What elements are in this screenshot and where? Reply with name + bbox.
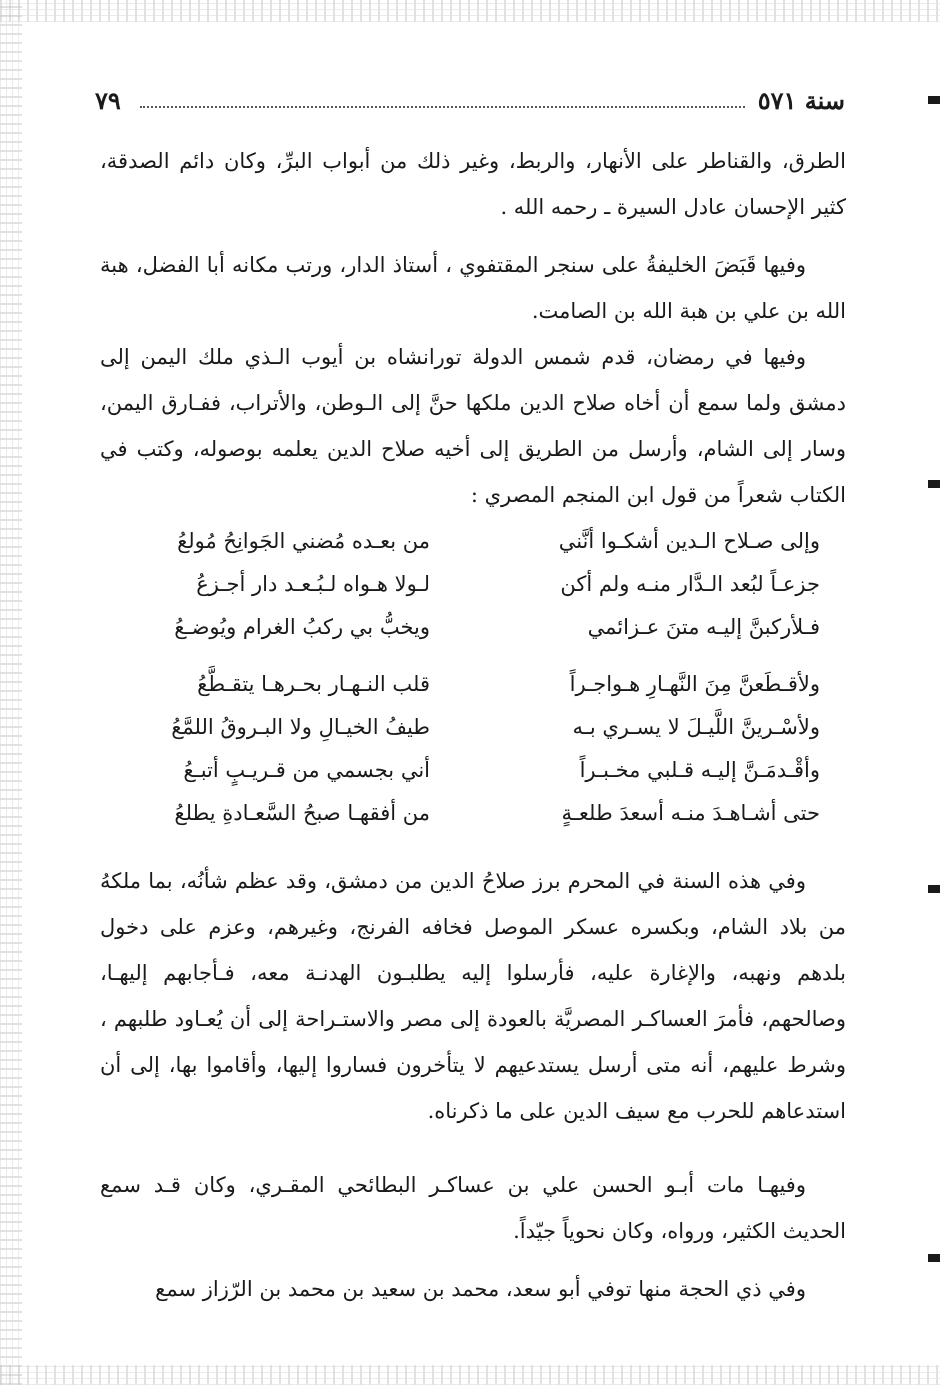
paragraph: وفيها في رمضان، قدم شمس الدولة تورانشاه بن أيوب الـذي ملك اليمن إلى دمشق ولما سمع أن أخاه صلاح الدين ملكها حنَّ إلى الـوطن، والأتراب، ففـارق اليمن، وسار إلى الشام، وأرسل من الطريق إلى أخيه صلاح الدين يعلمه بوصوله، وكتب في الكتاب شعراً من قول ابن المنجم المصري : [100, 345, 846, 507]
paragraph: وفيها قَبَضَ الخليفةُ على سنجر المقتفوي ، أستاذ الدار، ورتب مكانه أبا الفضل، هبة الله بن علي بن هبة الله بن الصامت. [100, 253, 846, 323]
running-title: سنة ٥٧١ [757, 86, 845, 115]
poem-verse [100, 520, 840, 563]
decorative-border-top [0, 0, 940, 22]
poem-verse [100, 563, 840, 606]
edge-mark [928, 96, 940, 104]
page-header [95, 86, 845, 120]
verse-second-hemistich: طيفُ الخيـالِ ولا البـروقُ اللمَّعُ [171, 715, 430, 739]
poem-verse [100, 706, 840, 749]
paragraph: وفي هذه السنة في المحرم برز صلاحُ الدين من دمشق، وقد عظم شأنُه، بما ملكهُ من بلاد الشام، وبكسره عسكر الموصل فخافه الفرنج، وغيرهم، وعزم على دخول بلدهم ونهبه، والإغارة عليه، فأرسلوا إليه يطلبـون الهدنـة معه، فـأجابهم إليهـا، وصالحهم، فأمرَ العساكـر المصريَّة بالعودة إلى مصر والاستـراحة إلى أن يُعـاود طلبهم ، وشرط عليهم، أنه متى أرسل يستدعيهم لا يتأخرون فساروا إليها، وأقاموا بها، إلى أن استدعاهم للحرب مع سيف الدين على ما ذكرناه. [100, 869, 846, 1123]
paragraph: وفي ذي الحجة منها توفي أبو سعد، محمد بن سعيد بن محمد بن الرّزاز سمع [155, 1277, 806, 1301]
edge-mark [928, 885, 940, 893]
decorative-border-left [0, 0, 22, 1385]
poem-verse [100, 749, 840, 792]
paragraph: الطرق، والقناطر على الأنهار، والربط، وغير ذلك من أبواب البرِّ، وكان دائم الصدقة، كثير الإحسان عادل السيرة ـ رحمه الله . [100, 149, 846, 219]
text-block-bottom [100, 858, 846, 1312]
page-number: ٧٩ [95, 86, 121, 115]
verse-second-hemistich: من أفقهـا صبحُ السَّعـادةِ يطلعُ [174, 801, 430, 825]
decorative-border-bottom [0, 1365, 940, 1385]
verse-second-hemistich: لـولا هـواه لـبُـعـد دار أجـزعُ [196, 572, 430, 596]
verse-second-hemistich: ويخبُّ بي ركبُ الغرام ويُوضـعُ [174, 615, 430, 639]
poem-verse [100, 792, 840, 835]
verse-first-hemistich: حتى أشـاهـدَ منـه أسعدَ طلعـةٍ [561, 801, 820, 825]
verse-first-hemistich: ولأقـطَعنَّ مِنَ النَّهـارِ هـواجـراً [569, 672, 820, 696]
edge-mark [928, 480, 940, 488]
verse-first-hemistich: وإلى صـلاح الـدين أشكـوا أنَّني [558, 529, 820, 553]
poem-verse [100, 663, 840, 706]
poem [100, 520, 840, 835]
verse-second-hemistich: أني بجسمي من قـريـبٍ أتبـعُ [183, 758, 430, 782]
verse-second-hemistich: من بعـده مُضني الجَوانِحُ مُولعُ [177, 529, 430, 553]
paragraph: وفيهـا مات أبـو الحسن علي بن عساكـر البطائحي المقـري، وكان قـد سمع الحديث الكثير، ورواه، وكان نحوياً جيّداً. [100, 1173, 846, 1243]
verse-first-hemistich: فـلأركبنَّ إليـه متنَ عـزائمي [587, 615, 820, 639]
dotted-leader [140, 106, 745, 108]
poem-verse [100, 606, 840, 649]
edge-mark [928, 1254, 940, 1262]
verse-first-hemistich: وأقْـدمَـنَّ إليـه قـلبي مخـبـراً [579, 758, 820, 782]
verse-first-hemistich: جزعـاً لبُعد الـدَّار منـه ولم أكن [560, 572, 820, 596]
verse-second-hemistich: قلب النـهـار بحـرهـا يتقـطَّعُ [197, 672, 430, 696]
text-block-top [100, 138, 846, 518]
verse-first-hemistich: ولأسْـرينَّ اللَّيـلَ لا يسـري بـه [572, 715, 820, 739]
